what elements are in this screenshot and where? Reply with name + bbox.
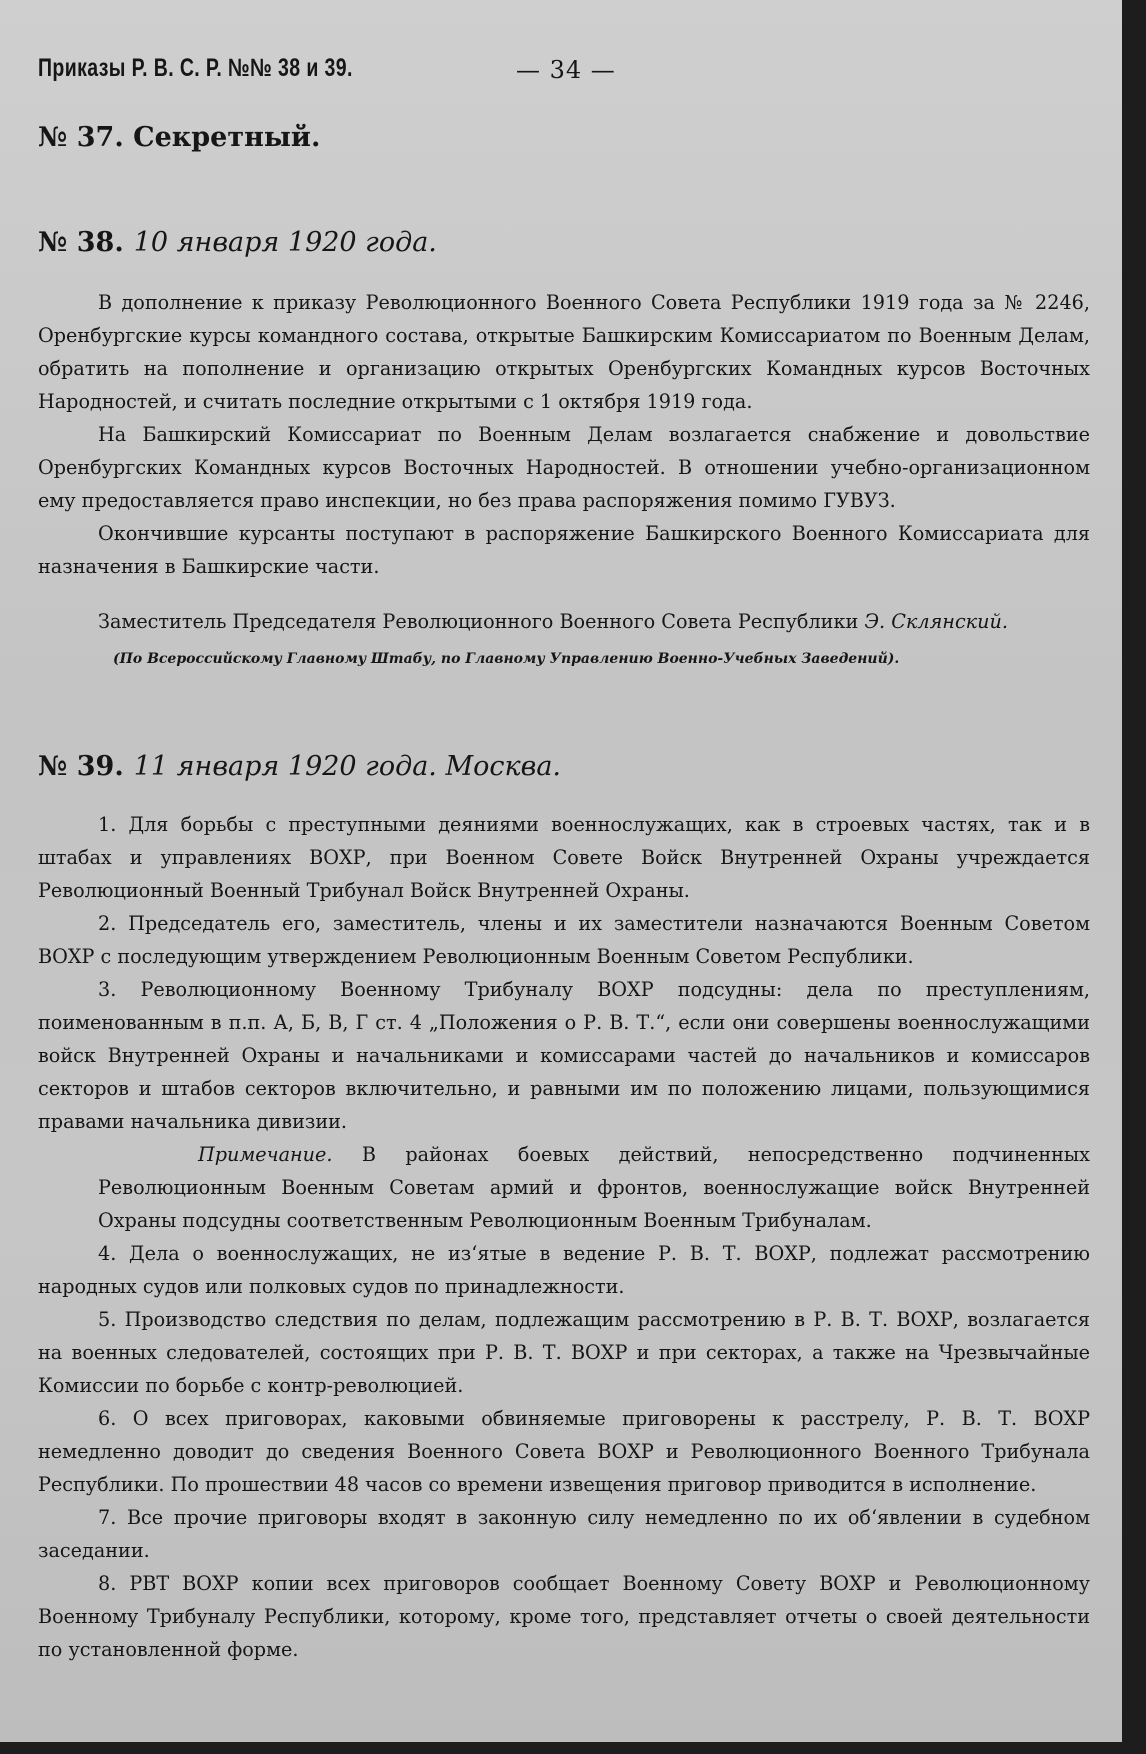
order-38-signature xyxy=(38,607,1090,637)
order-37-title: Секретный. xyxy=(133,122,321,153)
note-label: Примечание. xyxy=(198,1143,333,1166)
order-38-body xyxy=(38,286,1090,583)
order-39-item: 6. О всех приговорах, каковыми обвиняемые приговорены к расстрелу, Р. В. Т. ВОХР немедленно доводит до сведения Военного Совета ВОХР и Революционного Военного Трибунала Республики. По прошествии 48 часов со времени извещения приговор приводится в исполнение. xyxy=(38,1407,1090,1496)
order-38-date: 10 января 1920 года. xyxy=(133,227,437,258)
order-39-item: 7. Все прочие приговоры входят в законную силу немедленно по их об‘явлении в судебном заседании. xyxy=(38,1506,1090,1562)
order-38-heading xyxy=(38,227,1090,258)
order-39-date: 11 января 1920 года. Москва. xyxy=(133,751,562,782)
signature-name: Э. Склянский. xyxy=(864,610,1008,633)
page-number: — 34 — xyxy=(516,56,616,84)
signature-role: Заместитель Председателя Революционного Военного Совета Республики xyxy=(98,610,859,633)
running-title: Приказы Р. В. С. Р. №№ 38 и 39. xyxy=(38,54,353,82)
order-38-number: № 38. xyxy=(38,227,124,258)
order-39-item: 5. Производство следствия по делам, подлежащим рассмотрению в Р. В. Т. ВОХР, возлагается на военных следователей, состоящих при Р. В. Т. ВОХР и при секторах, а также на Чрезвычайные Комиссии по борьбе с контр-революцией. xyxy=(38,1308,1090,1397)
order-39-note xyxy=(38,1138,1090,1237)
order-39-heading xyxy=(38,751,1090,782)
order-39-item: 8. РВТ ВОХР копии всех приговоров сообщает Военному Совету ВОХР и Революционному Военному Трибуналу Республики, которому, кроме того, представляет отчеты о своей деятельности по установленной форме. xyxy=(38,1572,1090,1661)
order-38-paragraph: В дополнение к приказу Революционного Военного Совета Республики 1919 года за № 2246, Оренбургские курсы командного состава, открытые Башкирским Комиссариатом по Военным Делам, обратить на пополнение и организацию открытых Оренбургских Командных курсов Восточных Народностей, и считать последние открытыми с 1 октября 1919 года. xyxy=(38,291,1090,413)
order-39-item: 2. Председатель его, заместитель, члены и их заместители назначаются Военным Советом ВОХР с последующим утверждением Революционным Военным Советом Республики. xyxy=(38,912,1090,968)
order-39-item: 3. Революционному Военному Трибуналу ВОХР подсудны: дела по преступлениям, поименованным в п.п. А, Б, В, Г ст. 4 „Положения о Р. В. Т.“, если они совершены военнослужащими войск Внутренней Охраны и начальниками и комиссарами частей до начальников и комиссаров секторов и штабов секторов включительно, и равными им по положению лицами, пользующимися правами начальника дивизии. xyxy=(38,978,1090,1133)
order-37-heading xyxy=(38,122,1090,153)
order-39-item: 4. Дела о военнослужащих, не из‘ятые в ведение Р. В. Т. ВОХР, подлежат рассмотрению народных судов или полковых судов по принадлежности. xyxy=(38,1242,1090,1298)
order-38-paragraph: На Башкирский Комиссариат по Военным Делам возлагается снабжение и довольствие Оренбургских Командных курсов Восточных Народностей. В отношении учебно-организационном ему предоставляется право инспекции, но без права распоряжения помимо ГУВУЗ. xyxy=(38,423,1090,512)
order-39-body xyxy=(38,808,1090,1666)
order-38-distribution: (По Всероссийскому Главному Штабу, по Главному Управлению Военно-Учебных Заведений). xyxy=(113,651,900,667)
order-38-paragraph: Окончившие курсанты поступают в распоряжение Башкирского Военного Комиссариата для назначения в Башкирские части. xyxy=(38,522,1090,578)
order-39-number: № 39. xyxy=(38,751,124,782)
note-text: В районах боевых действий, непосредственно подчиненных Революционным Военным Советам армий и фронтов, военнослужащие войск Внутренней Охраны подсудны соответственным Революционным Военным Трибуналам. xyxy=(98,1143,1090,1232)
order-37-number: № 37. xyxy=(38,122,124,153)
order-39-item: 1. Для борьбы с преступными деяниями военнослужащих, как в строевых частях, так и в штабах и управлениях ВОХР, при Военном Совете Войск Внутренней Охраны учреждается Революционный Военный Трибунал Войск Внутренней Охраны. xyxy=(38,813,1090,902)
